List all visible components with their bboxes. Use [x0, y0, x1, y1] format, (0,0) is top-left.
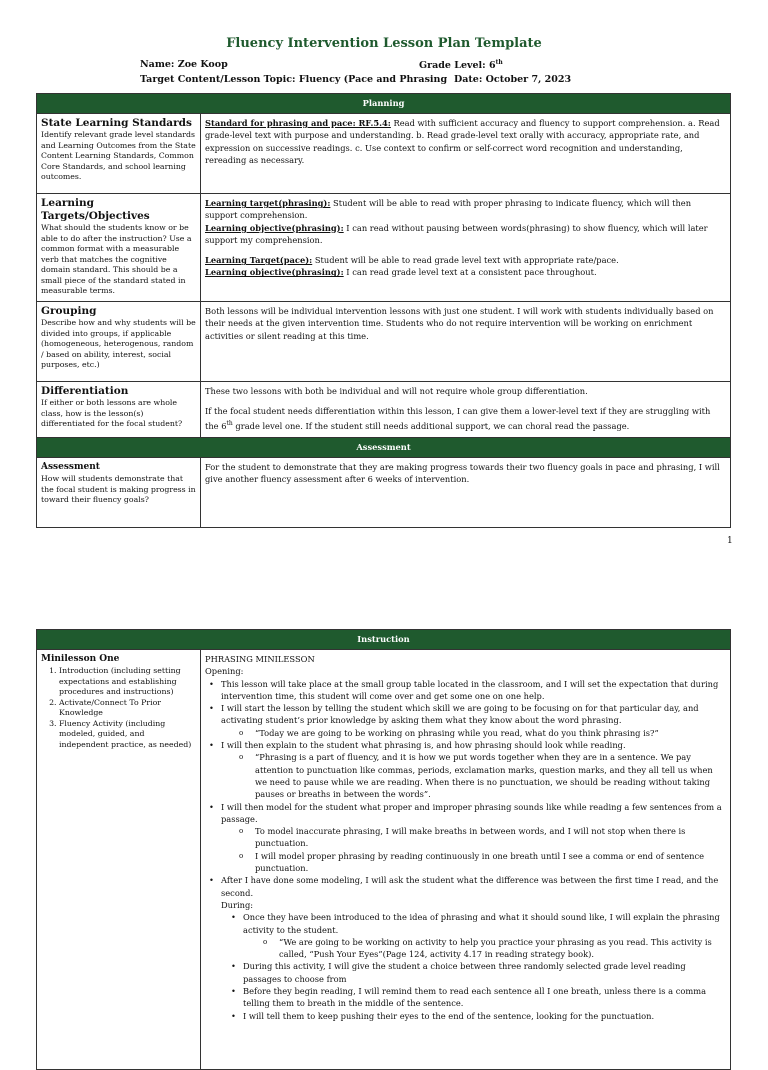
- standards-content: [201, 114, 731, 194]
- planning-bar: [37, 94, 731, 114]
- grouping-label-cell: [37, 302, 201, 382]
- step-item: 3. Fluency Activity (including modeled, guided, and independent practice, as needed): [59, 719, 196, 751]
- assessment-bar-label: Assessment: [37, 438, 731, 458]
- list-subitem: o I will model proper phrasing by reading continuously in one breath until I see a comma or end of sentence punctuation.: [255, 850, 726, 875]
- list-item: • After I have done some modeling, I will ask the student what the difference was between the first time I read, and the second.: [221, 874, 726, 899]
- date-label: Date:: [454, 74, 483, 85]
- differentiation-content: [201, 382, 731, 438]
- step-item: 1. Introduction (including setting expectations and establishing procedures and instructions): [59, 666, 196, 698]
- opening-label: Opening:: [205, 666, 244, 677]
- grouping-heading: Grouping: [41, 305, 97, 317]
- document-title: Fluency Intervention Lesson Plan Template: [226, 36, 542, 51]
- instruction-table: [36, 629, 731, 1070]
- list-item: • Once they have been introduced to the idea of phrasing and what it should sound like, I will explain the phrasing activity to the student. o “We are going to be working on activity to help you practice your phrasing as you read. This activity is called, “Push Your Eyes”(Page 124, activity 4.17 in reading strategy book).: [243, 911, 726, 960]
- target-pace-label: Learning Target(pace):: [205, 255, 313, 266]
- standards-row: [37, 114, 731, 194]
- grouping-desc: Describe how and why students will be divided into groups, if applicable (homogeneous, heterogenous, random / based on ability, interest, social purposes, etc.): [41, 318, 196, 369]
- date-value: October 7, 2023: [485, 74, 572, 85]
- minilesson-steps: [41, 666, 196, 750]
- minilesson-content: [201, 650, 731, 1070]
- standards-desc: Identify relevant grade level standards and Learning Outcomes from the State Content Learning Standards, Common Core Standards, and school learning outcomes.: [41, 130, 196, 181]
- list-item: • I will tell them to keep pushing their eyes to the end of the sentence, looking for the punctuation.: [243, 1010, 726, 1022]
- topic-label: Target Content/Lesson Topic:: [140, 74, 296, 85]
- list-item: • During this activity, I will give the student a choice between three randomly selected grade level reading passages to choose from: [243, 960, 726, 985]
- grouping-row: [37, 302, 731, 382]
- targets-label-cell: [37, 194, 201, 302]
- assessment-heading: Assessment: [41, 462, 100, 472]
- minilesson-row: [37, 650, 731, 1070]
- standards-text: Read with sufficient accuracy and fluency to support comprehension. a. Read grade-level text with purpose and understanding. b. Read grade-level text orally with accuracy, appropriate rate, and expression on successive readings. c. Use context to confirm or self-correct word recognition and understanding, rereading as necessary.: [205, 118, 720, 165]
- assessment-desc: How will students demonstrate that the focal student is making progress in toward their fluency goals?: [41, 474, 196, 504]
- planning-bar-label: Planning: [37, 94, 731, 114]
- objective-phrasing-label: Learning objective(phrasing):: [205, 222, 344, 233]
- standards-heading: State Learning Standards: [41, 117, 192, 129]
- during-list: [205, 911, 726, 1022]
- differentiation-heading: Differentiation: [41, 385, 129, 397]
- instruction-bar-label: Instruction: [37, 630, 731, 650]
- differentiation-p1: These two lessons with both be individual and will not require whole group differentiation.: [205, 386, 588, 396]
- target-pace: [205, 254, 726, 266]
- target-pace-text: Student will be able to read grade level text with appropriate rate/pace.: [312, 255, 619, 266]
- list-item: • I will start the lesson by telling the student which skill we are going to be focusing on for that particular day, and activating student’s prior knowledge by asking them what they know about the word phrasing. o “Today we are going to be working on phrasing while you read, what do you think phrasing is?”: [221, 702, 726, 739]
- objective-phrasing: [205, 222, 726, 247]
- minilesson-label-cell: [37, 650, 201, 1070]
- assessment-content: For the student to demonstrate that they are making progress towards their two fluency goals in pace and phrasing, I will give another fluency assessment after 6 weeks of intervention.: [201, 458, 731, 528]
- list-item: • I will then model for the student what proper and improper phrasing sounds like while reading a few sentences from a passage. o To model inaccurate phrasing, I will make breaths in between words, and I will not stop when there is punctuation. o I will model proper phrasing by reading continuously in one breath until I see a comma or end of sentence punctuation.: [221, 801, 726, 875]
- step-item: 2. Activate/Connect To Prior Knowledge: [59, 698, 196, 719]
- target-phrasing-text: Student will be able to read with proper phrasing to indicate fluency, which will then support comprehension.: [205, 198, 692, 221]
- minilesson-heading: Minilesson One: [41, 654, 120, 664]
- list-subitem: o “Today we are going to be working on phrasing while you read, what do you think phrasing is?”: [255, 727, 726, 739]
- page-number: 1: [727, 536, 733, 546]
- objective-pace: [205, 266, 726, 278]
- name-label: Name:: [140, 59, 175, 70]
- opening-list: [205, 678, 726, 899]
- differentiation-label-cell: [37, 382, 201, 438]
- name-value: Zoe Koop: [177, 59, 228, 70]
- standards-label-cell: [37, 114, 201, 194]
- target-phrasing: [205, 197, 726, 222]
- grade-label: Grade Level:: [419, 60, 486, 72]
- minilesson-title: PHRASING MINILESSON: [205, 654, 315, 664]
- grade-sup: th: [495, 59, 503, 66]
- objective-pace-label: Learning objective(phrasing):: [205, 267, 344, 278]
- page-two: [0, 560, 768, 1024]
- list-item: • This lesson will take place at the small group table located in the classroom, and I will set the expectation that during intervention time, this student will come over and get some one on one help.: [221, 678, 726, 703]
- differentiation-p2: If the focal student needs differentiation within this lesson, I can give them a lower-level text if they are struggling with the 6th grade level one. If the student still needs additional support, we can choral read the passage.: [205, 406, 711, 431]
- grouping-content: Both lessons will be individual intervention lessons with just one student. I will work with students individually based on their needs at the given intervention time. Students who do not require intervention will be working on enrichment activities or silent reading at this time.: [201, 302, 731, 382]
- differentiation-row: [37, 382, 731, 438]
- grade-line: [419, 59, 503, 71]
- date-line: [454, 74, 571, 85]
- planning-table: [36, 93, 731, 528]
- targets-heading: Learning Targets/Objectives: [41, 197, 150, 222]
- during-label: During:: [221, 899, 254, 910]
- assessment-row: [37, 458, 731, 528]
- instruction-bar: [37, 630, 731, 650]
- standards-lead: Standard for phrasing and pace: RF.5.4:: [205, 118, 391, 128]
- name-line: [140, 59, 228, 70]
- objective-phrasing-text: I can read without pausing between words(phrasing) to show fluency, which will later support my comprehension.: [205, 222, 708, 245]
- assessment-label-cell: [37, 458, 201, 528]
- list-subitem: o “Phrasing is a part of fluency, and it is how we put words together when they are in a sentence. We pay attention to punctuation like commas, periods, exclamation marks, question marks, and they all tell us when we need to pause while we are reading. When there is no punctuation, we should be reading without taking pauses or breaths in between the words”.: [255, 751, 726, 800]
- targets-desc: What should the students know or be able to do after the instruction? Use a common format with a measurable verb that matches the cognitive domain standard. This should be a small piece of the standard stated in measurable terms.: [41, 223, 192, 295]
- target-phrasing-label: Learning target(phrasing):: [205, 198, 331, 208]
- objective-pace-text: I can read grade level text at a consistent pace throughout.: [343, 267, 597, 278]
- list-item: • I will then explain to the student what phrasing is, and how phrasing should look while reading. o “Phrasing is a part of fluency, and it is how we put words together when they are in a sentence. We pay attention to punctuation like commas, periods, exclamation marks, question marks, and they all tell us when we need to pause while we are reading. When there is no punctuation, we should be reading without taking pauses or breaths in between the words”.: [221, 739, 726, 800]
- assessment-bar: [37, 438, 731, 458]
- targets-content: [201, 194, 731, 302]
- differentiation-desc: If either or both lessons are whole class, how is the lesson(s) differentiated for the focal student?: [41, 398, 183, 428]
- list-item: • Before they begin reading, I will remind them to read each sentence all I one breath, unless there is a comma telling them to breath in the middle of the sentence.: [243, 985, 726, 1010]
- targets-row: [37, 194, 731, 302]
- list-subitem: o To model inaccurate phrasing, I will make breaths in between words, and I will not stop when there is punctuation.: [255, 825, 726, 850]
- topic-value: Fluency (Pace and Phrasing: [298, 74, 448, 85]
- grade-value: 6: [488, 60, 496, 72]
- list-subitem: o “We are going to be working on activity to help you practice your phrasing as you read. This activity is called, “Push Your Eyes”(Page 124, activity 4.17 in reading strategy book).: [279, 936, 726, 961]
- topic-line: [140, 74, 447, 85]
